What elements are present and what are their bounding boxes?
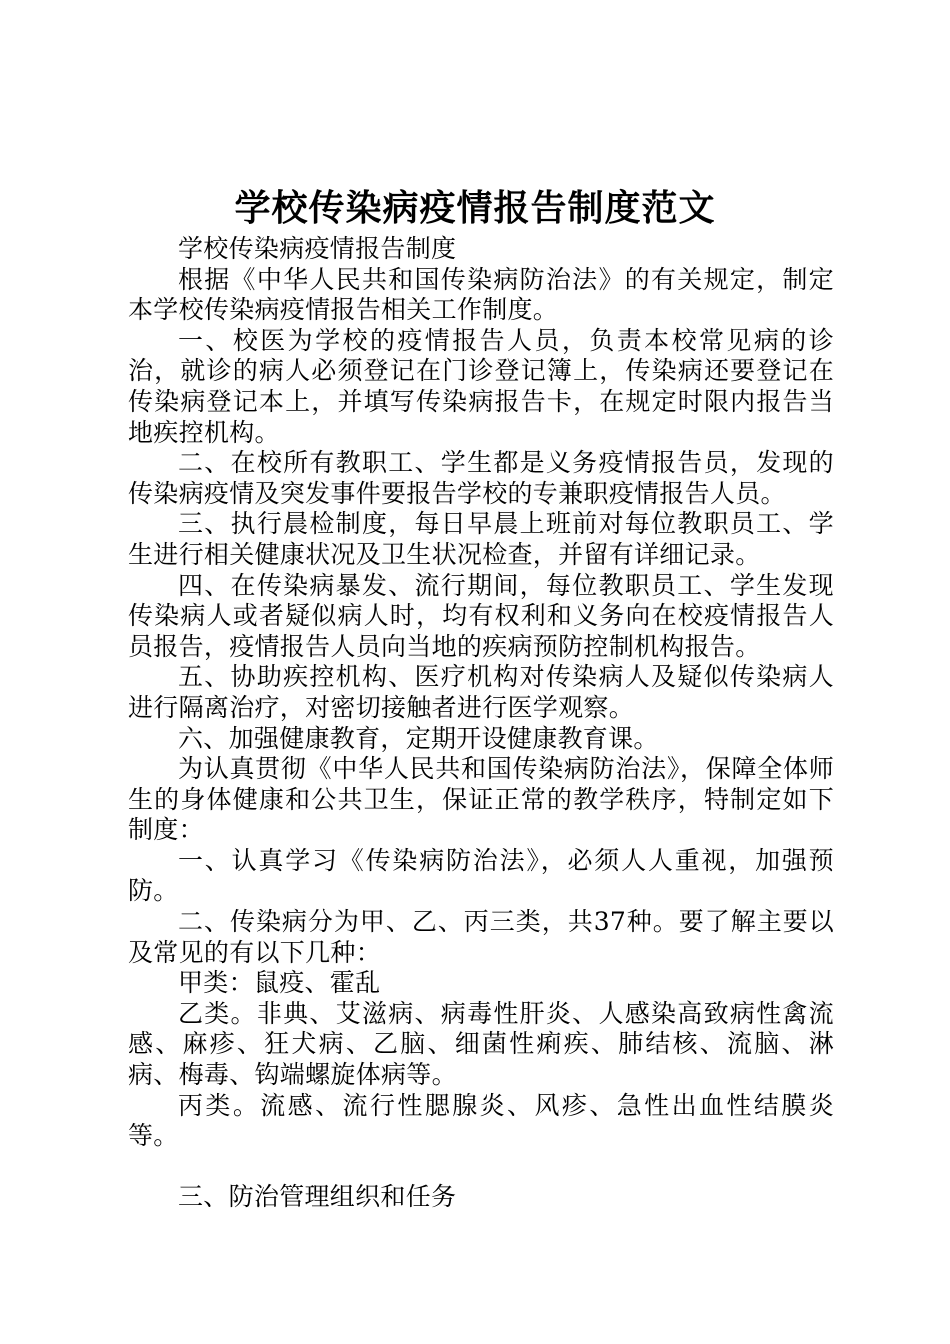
paragraph-subtitle: 学校传染病疫情报告制度 — [178, 234, 457, 263]
paragraph-item-5: 五、协助疾控机构、医疗机构对传染病人及疑似传染病人进行隔离治疗，对密切接触者进行医学观察。 — [128, 662, 834, 722]
paragraph-item-1: 一、校医为学校的疫情报告人员，负责本校常见病的诊治，就诊的病人必须登记在门诊登记簿上，传染病还要登记在传染病登记本上，并填写传染病报告卡，在规定时限内报告当地疾控机构。 — [128, 325, 834, 447]
paragraph-purpose: 为认真贯彻《中华人民共和国传染病防治法》，保障全体师生的身体健康和公共卫生，保证正常的教学秩序，特制定如下制度： — [128, 754, 834, 845]
paragraph-item-4: 四、在传染病暴发、流行期间，每位教职员工、学生发现传染病人或者疑似病人时，均有权利和义务向在校疫情报告人员报告，疫情报告人员向当地的疾病预防控制机构报告。 — [128, 570, 834, 661]
paragraph-rule-1: 一、认真学习《传染病防治法》，必须人人重视，加强预防。 — [128, 845, 834, 906]
paragraph-intro: 根据《中华人民共和国传染病防治法》的有关规定，制定本学校传染病疫情报告相关工作制度。 — [128, 264, 834, 325]
document-title: 学校传染病疫情报告制度范文 — [234, 187, 716, 229]
paragraph-rule-3: 三、防治管理组织和任务 — [178, 1181, 457, 1211]
paragraph-class-b: 乙类。非典、艾滋病、病毒性肝炎、人感染高致病性禽流感、麻疹、狂犬病、乙脑、细菌性痢疾、肺结核、流脑、淋病、梅毒、钩端螺旋体病等。 — [128, 998, 834, 1090]
document-body — [128, 234, 834, 1212]
paragraph-class-a: 甲类：鼠疫、霍乱 — [178, 968, 381, 998]
paragraph-item-6: 六、加强健康教育，定期开设健康教育课。 — [178, 723, 659, 753]
paragraph-class-c: 丙类。流感、流行性腮腺炎、风疹、急性出血性结膜炎等。 — [128, 1090, 834, 1151]
paragraph-rule-2: 二、传染病分为甲、乙、丙三类，共37种。要了解主要以及常见的有以下几种： — [128, 907, 834, 967]
paragraph-item-3: 三、执行晨检制度，每日早晨上班前对每位教职员工、学生进行相关健康状况及卫生状况检查，并留有详细记录。 — [128, 509, 834, 569]
paragraph-item-2: 二、在校所有教职工、学生都是义务疫情报告员，发现的传染病疫情及突发事件要报告学校的专兼职疫情报告人员。 — [128, 448, 834, 508]
